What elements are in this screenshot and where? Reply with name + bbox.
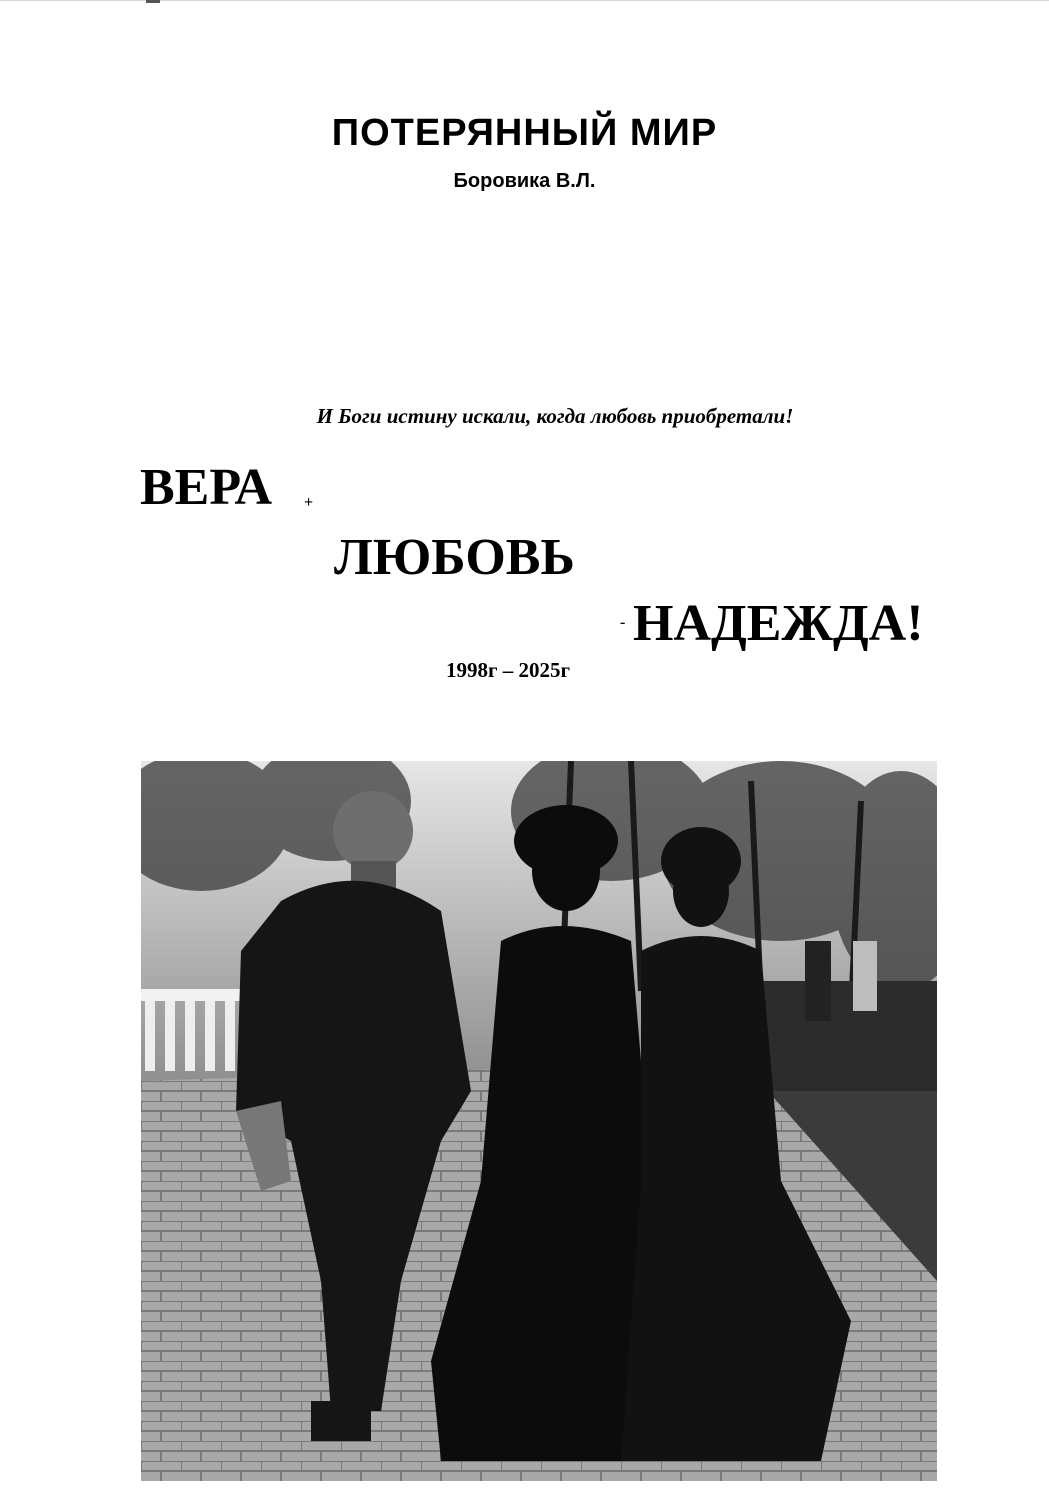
word-hope: НАДЕЖДА! [633,595,924,652]
top-mark [146,0,160,3]
word-faith: ВЕРА [140,459,273,516]
photo-illustration [141,761,937,1481]
minus-sign: - [620,614,626,631]
epigraph: И Боги истину искали, когда любовь приобретали! [316,404,794,428]
years-range: 1998г – 2025г [446,658,571,682]
book-title: ПОТЕРЯННЫЙ МИР [331,112,718,154]
word-love: ЛЮБОВЬ [334,529,575,586]
cover-photo [141,761,937,1481]
plus-sign: + [304,494,314,511]
book-author: Боровика В.Л. [453,170,596,192]
